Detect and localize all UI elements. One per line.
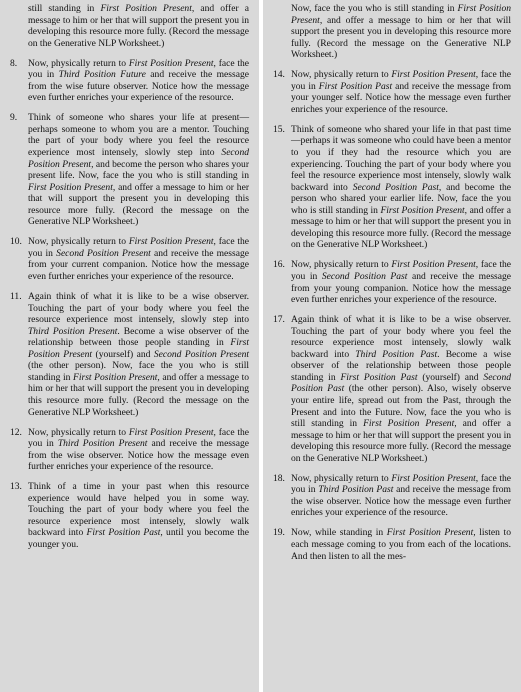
step-list [10, 58, 249, 551]
text-run: Think of someone who shares your life at present—perhaps someone to whom you are a mentor. Touching the part of your body where you feel the resource experience most intensely, slowly step into [28, 112, 249, 159]
position-term: Second Position Past [321, 270, 408, 282]
position-term: First Position Present [100, 3, 192, 14]
position-term: Third Position Future [58, 69, 146, 81]
step-item [273, 124, 511, 251]
text-run: , and offer a message to him or her that will support the present you in developing this resource more fully. (Record the message on the Generative NLP Worksheet.) [291, 204, 511, 251]
step-number: 11. [10, 291, 22, 303]
position-term: First Position Present [391, 69, 476, 81]
text-run: Now, physically return to [28, 426, 129, 438]
step-item [10, 427, 249, 473]
left-column [0, 0, 259, 692]
text-run: , and become the person who shares your present life. Now, face the you who is still standing in [28, 158, 249, 182]
text-run: (yourself) and [92, 348, 154, 360]
step-number: 9. [10, 112, 18, 124]
text-run: , face the you in [291, 259, 511, 282]
position-term: First Position Present [391, 472, 476, 484]
text-run: Again think of what it is like to be a wise observer. Touching the part of your body where you feel the resource experience most intensely, slowly step into [28, 291, 249, 326]
text-run: , face the you in [291, 69, 511, 92]
step-number: 10. [10, 236, 22, 248]
position-term: First Position Present [128, 57, 214, 69]
text-run: , and offer a message to him or her that will support the present you in developing this resource more fully. (Record the message on the Generative NLP Worksheet.) [291, 14, 511, 61]
text-run: , listen to each message coming to you from each of the locations. And then listen to all the mes- [291, 527, 511, 562]
text-run: , face the you in [28, 236, 249, 259]
text-run: and receive the message from your young companion. Notice how the message even further enriches your experience of the resource. [291, 270, 511, 306]
text-run: Now, physically return to [291, 472, 392, 484]
step-list [273, 69, 511, 562]
step-item [10, 58, 249, 104]
text-run: , and offer a message to him or her that will support the present you in developing this resource more fully. (Record the message on the Generative NLP Worksheet.) [291, 418, 511, 464]
text-run: Think of a time in your past when this resource experience would have helped you in some way. Touching the part of your body where you feel the resource experience most intensely, slowly walk backward into [28, 481, 249, 539]
text-run: , and become the person who shared your earlier life. Now, face the you who is still standing in [291, 181, 511, 216]
position-term: Second Position Present [153, 348, 249, 360]
position-term: First Position Present [391, 259, 476, 271]
text-run: , and offer a message to him or her that will support the present you in developing this resource more fully. (Record the message on the Generative NLP Worksheet.) [28, 3, 249, 49]
text-run: still standing in [28, 3, 101, 14]
step-number: 18. [273, 472, 285, 484]
step-number: 14. [273, 69, 285, 81]
text-run: and receive the message from your current companion. Notice how the message even further enriches your experience of the resource. [28, 247, 249, 282]
step-item [273, 259, 511, 305]
step-item [10, 112, 249, 227]
text-run: , face the you in [28, 57, 249, 81]
text-run: , and offer a message to him or her that will support the present you in developing this resource more fully. (Record the message on the Generative NLP Worksheet.) [28, 371, 249, 418]
step-number: 17. [273, 314, 285, 326]
position-term: First Position Present [28, 337, 249, 360]
text-run: and receive the message from the wise observer. Notice how the message even further enriches your experience of the resource. [28, 438, 249, 473]
text-run: Now, physically return to [291, 259, 392, 271]
step-number: 12. [10, 426, 22, 438]
text-run: , face the you in [28, 426, 249, 450]
step-item [273, 314, 511, 464]
position-term: First Position Past [318, 80, 393, 92]
continued-paragraph [28, 3, 249, 49]
text-run: (the other person). Now, face the you who is still standing in [28, 360, 249, 383]
position-term: First Position Present [128, 426, 214, 438]
right-column [263, 0, 521, 692]
position-term: Second Position Present [28, 147, 249, 170]
position-term: Third Position Past [318, 484, 394, 496]
text-run: Now, physically return to [28, 57, 129, 69]
position-term: First Position Present [28, 181, 113, 193]
step-number: 8. [10, 57, 18, 69]
text-run: , until you become the younger you. [28, 527, 250, 550]
continued-paragraph [291, 3, 511, 61]
text-run: and receive the message from the wise observer. Notice how the message even further enriches your experience of the resource. [291, 484, 511, 519]
position-term: First Position Present [380, 204, 465, 216]
position-term: Second Position Past [291, 371, 511, 395]
step-number: 15. [273, 123, 285, 135]
text-run: Now, physically return to [291, 69, 392, 81]
step-item [273, 69, 511, 115]
position-term: First Position Present [386, 527, 474, 539]
position-term: First Position Present [363, 418, 455, 430]
text-run: Again think of what it is like to be a wise observer. Touching the part of your body where you feel the resource experience most intensely, slowly walk backward into [291, 314, 511, 360]
position-term: Third Position Present [28, 325, 118, 337]
text-run: Think of someone who shared your life in that past time—perhaps it was someone who could have been a mentor to you if they had the resource which you are experiencing. Touching the part of your body where you feel the resource experience most intensely, slowly walk backward into [291, 123, 511, 193]
text-run: , and offer a message to him or her that will support the present you in developing this resource more fully. (Record the message on the Generative NLP Worksheet.) [28, 181, 249, 228]
step-number: 16. [273, 259, 285, 271]
position-term: First Position Past [86, 527, 161, 539]
step-item [273, 473, 511, 519]
text-run: Now, physically return to [28, 236, 129, 248]
text-run: Now, face the you who is still standing in [291, 3, 458, 14]
text-run: . Become a wise observer of the relationship between those people standing in [291, 348, 511, 383]
text-run: (the other person). Also, wisely observe your entire life, spread out from the Past, through the Present and into the Future. Now, face the you who is still standing in [291, 383, 512, 430]
position-term: Second Position Past [352, 181, 439, 193]
step-item [10, 481, 249, 550]
position-term: Third Position Present [57, 438, 148, 450]
step-number: 13. [10, 481, 22, 493]
text-run: , face the you in [291, 472, 511, 496]
position-term: Second Position Present [56, 247, 151, 259]
text-run: . Become a wise observer of the relationship between those people standing in [28, 325, 249, 349]
position-term: First Position Past [340, 371, 418, 383]
position-term: First Position Present [291, 3, 511, 26]
step-item [10, 236, 249, 282]
text-run: and receive the message from the wise future observer. Notice how the message even further enriches your experience of the resource. [28, 69, 249, 104]
step-item [10, 291, 249, 418]
text-run: Now, while standing in [291, 527, 387, 539]
position-term: Third Position Past [355, 348, 438, 360]
step-item [273, 527, 511, 562]
text-run: and receive the message from your younger self. Notice how the message even further enriches your experience of the resource. [291, 80, 511, 115]
text-run: (yourself) and [417, 371, 484, 383]
position-term: First Position Present [73, 371, 158, 383]
step-number: 19. [273, 527, 285, 539]
position-term: First Position Present [128, 236, 214, 248]
